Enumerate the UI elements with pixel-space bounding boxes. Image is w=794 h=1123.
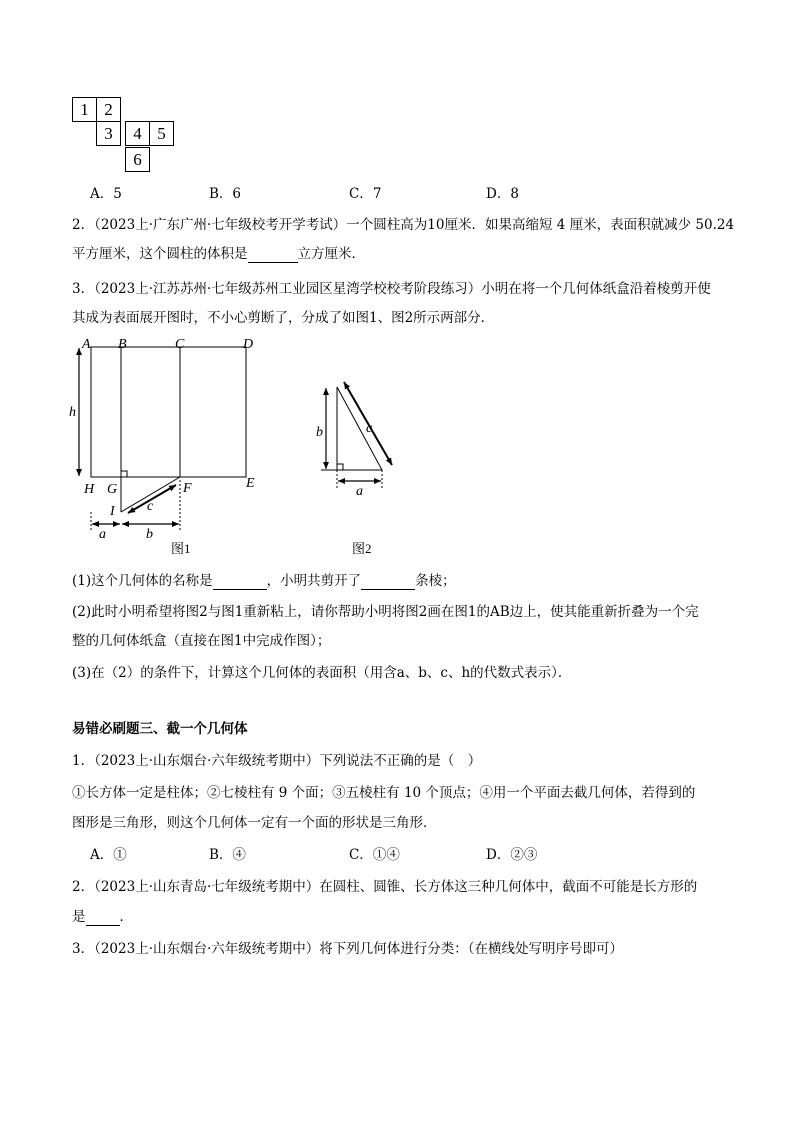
label-B: B bbox=[118, 337, 127, 352]
q3-line-2: 其成为表面展开图时，不小心剪断了，分成了如图1、图2所示两部分． bbox=[72, 310, 495, 326]
net-rectangle bbox=[91, 347, 246, 477]
s3-q1-option-b: B．④ bbox=[209, 847, 246, 863]
label-a: a bbox=[99, 527, 106, 542]
s3-q2-line-2-end: ． bbox=[119, 909, 133, 925]
figure-1 bbox=[60, 330, 280, 565]
q1-option-c: C．7 bbox=[349, 186, 382, 202]
answer-blank bbox=[86, 911, 120, 926]
s3-q1-text-1: ①长方体一定是柱体；②七棱柱有 9 个面；③五棱柱有 10 个顶点；④用一个平面去截几何体，若得到的 bbox=[72, 785, 696, 801]
answer-blank bbox=[213, 575, 267, 590]
answer-blank bbox=[361, 575, 415, 590]
right-angle-mark bbox=[337, 464, 343, 470]
figure-2 bbox=[300, 370, 410, 560]
q3-part-2-line-1: (2)此时小明希望将图2与图1重新粘上，请你帮助小明将图2画在图1的AB边上，使其能重新折叠为一个完 bbox=[72, 604, 699, 620]
q3-line-1: 3．（2023上·江苏苏州·七年级苏州工业园区星湾学校校考阶段练习）小明在将一个几何体纸盒沿着棱剪开使 bbox=[72, 281, 711, 297]
net-cell-3: 3 bbox=[96, 121, 121, 146]
net-cell-4: 4 bbox=[125, 121, 150, 146]
label-G: G bbox=[107, 482, 118, 497]
q2-line-2-end: 立方厘米． bbox=[297, 246, 365, 262]
s3-q1-option-c: C．①④ bbox=[349, 847, 400, 863]
q1-option-a: A．5 bbox=[90, 186, 122, 202]
figure-2-caption: 图2 bbox=[352, 541, 372, 556]
net-cell-5: 5 bbox=[149, 121, 174, 146]
label-E: E bbox=[246, 476, 255, 491]
q3-part-2-line-2: 整的几何体纸盒（直接在图1中完成作图）； bbox=[72, 633, 331, 649]
s3-q2-line-1: 2．（2023上·山东青岛·七年级统考期中）在圆柱、圆锥、长方体这三种几何体中，截面不可能是长方形的 bbox=[72, 879, 698, 895]
s3-q1-text-2: 图形是三角形，则这个几何体一定有一个面的形状是三角形． bbox=[72, 815, 437, 831]
s3-q1-option-d: D．②③ bbox=[486, 847, 538, 863]
net-cell-2: 2 bbox=[96, 97, 121, 122]
answer-blank bbox=[248, 248, 298, 263]
net-cell-1: 1 bbox=[72, 97, 97, 122]
label-c: c bbox=[147, 499, 154, 514]
label-A: A bbox=[82, 337, 91, 352]
s3-q2-line-2-start: 是 bbox=[72, 909, 86, 925]
q3-part-1-mid: ，小明共剪开了 bbox=[266, 573, 362, 589]
section-heading: 易错必刷题三、截一个几何体 bbox=[72, 721, 248, 737]
s3-q1-line: 1．（2023上·山东烟台·六年级统考期中）下列说法不正确的是（ ） bbox=[72, 753, 482, 769]
q3-part-1 bbox=[72, 572, 456, 590]
s3-q3-line: 3．（2023上·山东烟台·六年级统考期中）将下列几何体进行分类：（在横线处写明序号即可） bbox=[72, 941, 624, 957]
label-c: c bbox=[366, 421, 373, 436]
label-D: D bbox=[243, 337, 254, 352]
q2-line-2 bbox=[72, 245, 365, 263]
q1-option-d: D．8 bbox=[486, 186, 519, 202]
q2-line-2-start: 平方厘米，这个圆柱的体积是 bbox=[72, 246, 248, 262]
label-h: h bbox=[69, 405, 76, 420]
q1-option-b: B．6 bbox=[209, 186, 242, 202]
label-C: C bbox=[175, 337, 185, 352]
s3-q1-option-a: A．① bbox=[90, 847, 127, 863]
label-I: I bbox=[110, 504, 115, 519]
s3-q2-line-2 bbox=[72, 908, 133, 926]
q2-line-1: 2．（2023上·广东广州·七年级校考开学考试）一个圆柱高为10厘米．如果高缩短 4 厘米，表面积就减少 50.24 bbox=[72, 217, 735, 233]
right-angle-mark bbox=[121, 471, 127, 477]
q3-part-1-start: (1)这个几何体的名称是 bbox=[72, 573, 213, 589]
triangle bbox=[337, 387, 382, 470]
label-b: b bbox=[146, 527, 153, 542]
q3-part-1-end: 条棱； bbox=[415, 573, 456, 589]
net-cell-6: 6 bbox=[125, 147, 150, 172]
figure-1-caption: 图1 bbox=[171, 541, 191, 556]
label-a: a bbox=[356, 484, 363, 499]
label-H: H bbox=[84, 482, 95, 497]
label-F: F bbox=[183, 481, 192, 496]
label-b: b bbox=[316, 425, 323, 440]
q3-part-3: (3)在（2）的条件下，计算这个几何体的表面积（用含a、b、c、h的代数式表示）． bbox=[72, 665, 572, 681]
